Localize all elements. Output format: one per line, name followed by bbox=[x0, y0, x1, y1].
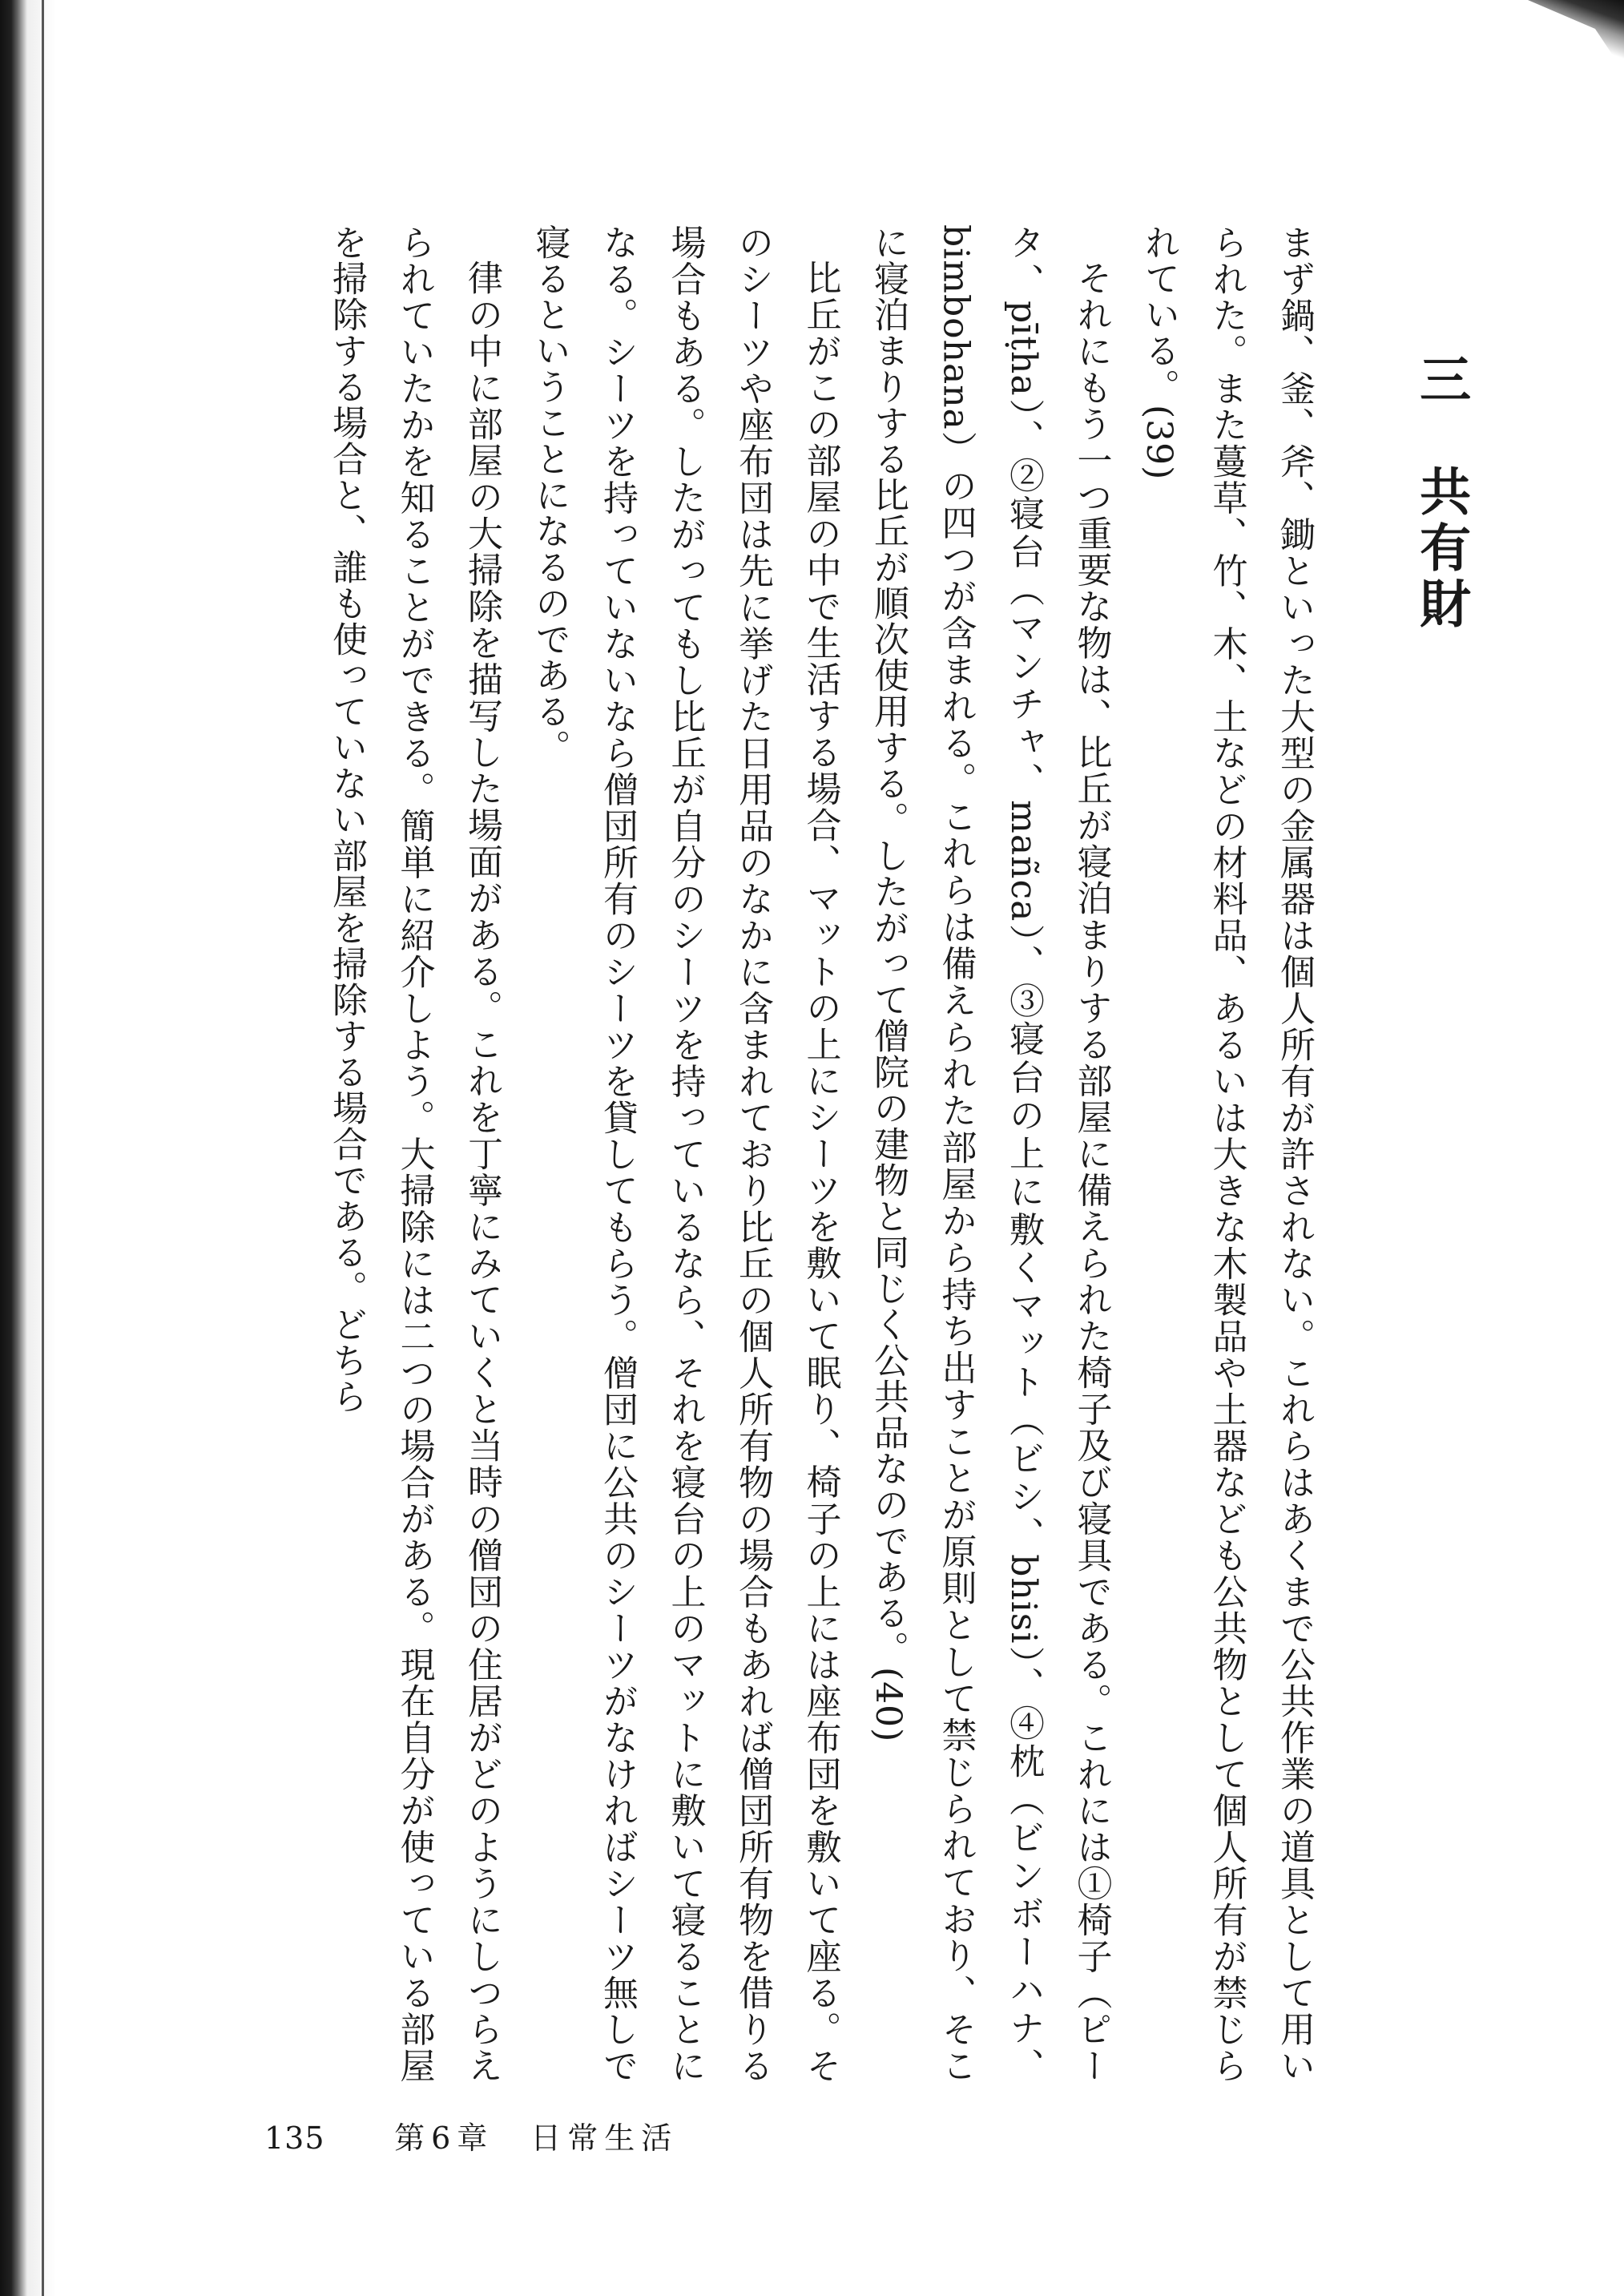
paragraph-2: それにもう一つ重要な物は、比丘が寝泊まりする部屋に備えられた椅子及び寝具である。これには①椅子（ピータ、pīṭha）、②寝台（マンチャ、mañca）、③寝台の上に敷くマット（ビシ、bhisi）、④枕（ビンボーハナ、bimbohana）の四つが含まれる。これらは備えられた部屋から持ち出すことが原則として禁じられており、そこに寝泊まりする比丘が順次使用する。したがって僧院の建物と同じく公共品なのである。(40) bbox=[868, 224, 1112, 2084]
section-title: 三 共有財 bbox=[1411, 353, 1472, 633]
chapter-title: 第6章 日常生活 bbox=[394, 2120, 679, 2156]
binding-line bbox=[42, 0, 44, 2296]
page-number: 135 bbox=[264, 2120, 325, 2156]
paragraph-3: 比丘がこの部屋の中で生活する場合、マットの上にシーツを敷いて眠り、椅子の上には座布団を敷いて座る。そのシーツや座布団は先に挙げた日用品のなかに含まれており比丘の個人所有物の場合もあれば僧団所有物を借りる場合もある。したがってもし比丘が自分のシーツを持っているなら、それを寝台の上のマットに敷いて寝ることになる。シーツを持っていないなら僧団所有のシーツを貸してもらう。僧団に公共のシーツがなければシーツ無しで寝るということになるのである。 bbox=[529, 224, 841, 2084]
page-footer bbox=[264, 2114, 985, 2162]
page-corner-curl bbox=[1528, 0, 1624, 72]
binding-shadow bbox=[0, 0, 60, 2296]
body-text bbox=[312, 224, 1328, 2084]
paragraph-4: 律の中に部屋の大掃除を描写した場面がある。これを丁寧にみていくと当時の僧団の住居がどのようにしつらえられていたかを知ることができる。簡単に紹介しよう。大掃除には二つの場合がある。現在自分が使っている部屋を掃除する場合と、誰も使っていない部屋を掃除する場合である。どちら bbox=[326, 224, 502, 2084]
paragraph-1: まず鍋、釜、斧、鋤といった大型の金属器は個人所有が許されない。これらはあくまで公共作業の道具として用いられた。また蔓草、竹、木、土などの材料品、あるいは大きな木製品や土器なども公共物として個人所有が禁じられている。(39) bbox=[1138, 224, 1315, 2084]
